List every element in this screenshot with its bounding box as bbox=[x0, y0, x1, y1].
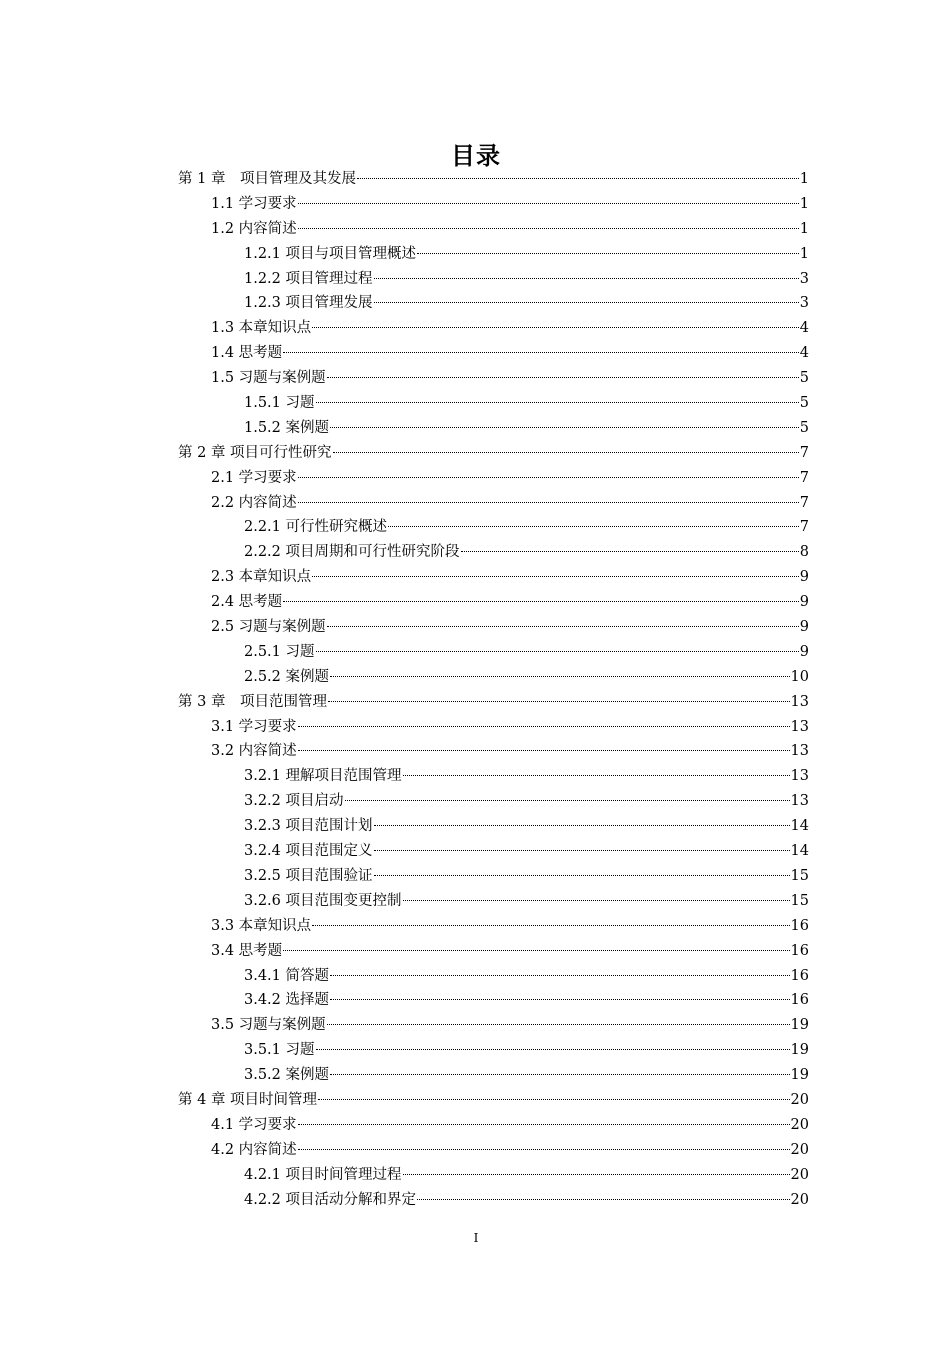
toc-entry[interactable] bbox=[0, 267, 952, 292]
toc-entry-title: 3.3 本章知识点 bbox=[211, 917, 312, 934]
toc-entry[interactable] bbox=[0, 366, 952, 391]
toc-entry-page: 16 bbox=[790, 967, 809, 984]
dot-leader bbox=[330, 975, 790, 976]
toc-entry[interactable] bbox=[0, 939, 952, 964]
dot-leader bbox=[333, 452, 799, 453]
toc-entry-title: 4.1 学习要求 bbox=[211, 1116, 297, 1133]
dot-leader bbox=[312, 327, 799, 328]
toc-entry-title: 3.5.2 案例题 bbox=[244, 1067, 330, 1084]
toc-entry-title: 3.2.4 项目范围定义 bbox=[244, 843, 373, 860]
toc-entry-page: 13 bbox=[790, 718, 809, 735]
toc-entry-title: 2.2.1 可行性研究概述 bbox=[244, 519, 388, 536]
toc-entry-page: 4 bbox=[799, 320, 809, 337]
toc-entry[interactable] bbox=[0, 615, 952, 640]
toc-entry-page: 13 bbox=[790, 743, 809, 760]
dot-leader bbox=[345, 800, 790, 801]
dot-leader bbox=[388, 526, 799, 527]
toc-entry-page: 19 bbox=[790, 1067, 809, 1084]
toc-entry-title: 1.2 内容简述 bbox=[211, 220, 297, 237]
toc-entry-page: 20 bbox=[790, 1166, 809, 1183]
dot-leader bbox=[403, 775, 790, 776]
toc-entry[interactable] bbox=[0, 1138, 952, 1163]
dot-leader bbox=[318, 1099, 789, 1100]
toc-entry-page: 3 bbox=[799, 295, 809, 312]
dot-leader bbox=[417, 1199, 790, 1200]
dot-leader bbox=[298, 726, 790, 727]
toc-entry-title: 1.2.1 项目与项目管理概述 bbox=[244, 245, 417, 262]
toc-entry-page: 10 bbox=[790, 668, 809, 685]
toc-entry[interactable] bbox=[0, 1038, 952, 1063]
toc-entry[interactable] bbox=[0, 441, 952, 466]
toc-entry-page: 20 bbox=[790, 1191, 809, 1208]
table-of-contents bbox=[0, 167, 952, 1212]
toc-entry-title: 3.2.2 项目启动 bbox=[244, 793, 344, 810]
toc-entry[interactable] bbox=[0, 864, 952, 889]
toc-entry-page: 7 bbox=[799, 444, 809, 461]
toc-entry-title: 1.2.2 项目管理过程 bbox=[244, 270, 373, 287]
dot-leader bbox=[298, 1124, 790, 1125]
toc-entry[interactable] bbox=[0, 416, 952, 441]
toc-title: 目录 bbox=[451, 142, 501, 171]
dot-leader bbox=[316, 651, 799, 652]
toc-entry-title: 3.5 习题与案例题 bbox=[211, 1017, 326, 1034]
toc-entry-page: 19 bbox=[790, 1017, 809, 1034]
toc-entry-title: 4.2 内容简述 bbox=[211, 1141, 297, 1158]
toc-entry-title: 1.2.3 项目管理发展 bbox=[244, 295, 373, 312]
dot-leader bbox=[374, 875, 790, 876]
dot-leader bbox=[312, 925, 789, 926]
toc-entry[interactable] bbox=[0, 764, 952, 789]
toc-entry[interactable] bbox=[0, 466, 952, 491]
toc-entry-page: 3 bbox=[799, 270, 809, 287]
toc-entry-title: 3.2 内容简述 bbox=[211, 743, 297, 760]
toc-entry-page: 7 bbox=[799, 519, 809, 536]
toc-entry-title: 3.5.1 习题 bbox=[244, 1042, 315, 1059]
toc-entry-title: 4.2.2 项目活动分解和界定 bbox=[244, 1191, 417, 1208]
toc-entry[interactable] bbox=[0, 914, 952, 939]
dot-leader bbox=[403, 900, 790, 901]
toc-entry[interactable] bbox=[0, 341, 952, 366]
dot-leader bbox=[328, 701, 790, 702]
toc-entry[interactable] bbox=[0, 1113, 952, 1138]
toc-entry-title: 2.5.2 案例题 bbox=[244, 668, 330, 685]
toc-entry-title: 3.2.5 项目范围验证 bbox=[244, 867, 373, 884]
toc-entry[interactable] bbox=[0, 391, 952, 416]
dot-leader bbox=[298, 1149, 790, 1150]
toc-entry-title: 1.3 本章知识点 bbox=[211, 320, 312, 337]
toc-entry[interactable] bbox=[0, 565, 952, 590]
toc-entry-page: 1 bbox=[799, 171, 809, 187]
dot-leader bbox=[403, 1174, 790, 1175]
toc-entry-page: 5 bbox=[799, 370, 809, 387]
toc-entry-title: 1.5 习题与案例题 bbox=[211, 370, 326, 387]
toc-entry-title: 3.2.3 项目范围计划 bbox=[244, 818, 373, 835]
toc-entry[interactable] bbox=[0, 1088, 952, 1113]
toc-entry-title: 3.1 学习要求 bbox=[211, 718, 297, 735]
toc-entry[interactable] bbox=[0, 1063, 952, 1088]
toc-entry-page: 16 bbox=[790, 917, 809, 934]
dot-leader bbox=[316, 1049, 790, 1050]
dot-leader bbox=[330, 999, 790, 1000]
toc-entry-page: 14 bbox=[790, 843, 809, 860]
toc-entry-title: 第 1 章 项目管理及其发展 bbox=[178, 171, 356, 187]
toc-entry[interactable] bbox=[0, 739, 952, 764]
toc-entry[interactable] bbox=[0, 889, 952, 914]
toc-entry[interactable] bbox=[0, 640, 952, 665]
toc-entry-page: 14 bbox=[790, 818, 809, 835]
toc-entry-page: 13 bbox=[790, 768, 809, 785]
dot-leader bbox=[374, 850, 790, 851]
toc-entry-title: 第 3 章 项目范围管理 bbox=[178, 693, 327, 710]
toc-entry-page: 13 bbox=[790, 793, 809, 810]
toc-entry-page: 9 bbox=[799, 594, 809, 611]
dot-leader bbox=[374, 825, 790, 826]
toc-entry-title: 3.4.2 选择题 bbox=[244, 992, 330, 1009]
toc-entry-page: 15 bbox=[790, 892, 809, 909]
dot-leader bbox=[298, 477, 799, 478]
page-number: I bbox=[473, 1231, 479, 1245]
toc-entry-title: 3.2.1 理解项目范围管理 bbox=[244, 768, 402, 785]
toc-entry-page: 20 bbox=[790, 1116, 809, 1133]
toc-entry-page: 20 bbox=[790, 1091, 809, 1108]
toc-entry[interactable] bbox=[0, 590, 952, 615]
toc-entry-page: 7 bbox=[799, 469, 809, 486]
toc-entry-title: 2.2 内容简述 bbox=[211, 494, 297, 511]
toc-entry-title: 2.1 学习要求 bbox=[211, 469, 297, 486]
toc-entry[interactable] bbox=[0, 789, 952, 814]
dot-leader bbox=[330, 1074, 790, 1075]
toc-entry-page: 5 bbox=[799, 419, 809, 436]
toc-entry[interactable] bbox=[0, 491, 952, 516]
dot-leader bbox=[283, 601, 799, 602]
toc-entry[interactable] bbox=[0, 715, 952, 740]
dot-leader bbox=[374, 278, 799, 279]
toc-entry-title: 1.5.1 习题 bbox=[244, 395, 315, 412]
toc-entry-page: 8 bbox=[799, 544, 809, 561]
toc-entry-title: 第 4 章 项目时间管理 bbox=[178, 1091, 318, 1108]
toc-entry-title: 2.2.2 项目周期和可行性研究阶段 bbox=[244, 544, 460, 561]
dot-leader bbox=[327, 626, 799, 627]
dot-leader bbox=[283, 352, 799, 353]
toc-entry[interactable] bbox=[0, 814, 952, 839]
dot-leader bbox=[298, 228, 799, 229]
toc-entry[interactable] bbox=[0, 964, 952, 989]
toc-entry-title: 3.4.1 简答题 bbox=[244, 967, 330, 984]
toc-entry-title: 3.4 思考题 bbox=[211, 942, 283, 959]
dot-leader bbox=[330, 676, 790, 677]
dot-leader bbox=[298, 750, 790, 751]
toc-entry[interactable] bbox=[0, 665, 952, 690]
toc-entry-page: 1 bbox=[799, 220, 809, 237]
toc-entry-title: 第 2 章 项目可行性研究 bbox=[178, 444, 332, 461]
toc-entry[interactable] bbox=[0, 1163, 952, 1188]
toc-entry-page: 9 bbox=[799, 619, 809, 636]
toc-entry-title: 2.5 习题与案例题 bbox=[211, 619, 326, 636]
toc-entry-title: 2.3 本章知识点 bbox=[211, 569, 312, 586]
toc-entry-page: 16 bbox=[790, 942, 809, 959]
toc-entry[interactable] bbox=[0, 1013, 952, 1038]
toc-entry[interactable] bbox=[0, 217, 952, 242]
toc-entry-page: 1 bbox=[799, 195, 809, 212]
toc-entry[interactable] bbox=[0, 839, 952, 864]
toc-entry-page: 20 bbox=[790, 1141, 809, 1158]
dot-leader bbox=[357, 178, 799, 179]
toc-entry[interactable] bbox=[0, 515, 952, 540]
toc-entry[interactable] bbox=[0, 291, 952, 316]
dot-leader bbox=[312, 576, 799, 577]
toc-entry[interactable] bbox=[0, 540, 952, 565]
toc-entry[interactable] bbox=[0, 316, 952, 341]
toc-entry[interactable] bbox=[0, 690, 952, 715]
dot-leader bbox=[327, 1024, 790, 1025]
toc-entry-title: 2.4 思考题 bbox=[211, 594, 283, 611]
toc-entry-title: 1.1 学习要求 bbox=[211, 195, 297, 212]
dot-leader bbox=[374, 302, 799, 303]
toc-entry-page: 7 bbox=[799, 494, 809, 511]
dot-leader bbox=[298, 203, 799, 204]
dot-leader bbox=[298, 502, 799, 503]
toc-entry-title: 1.5.2 案例题 bbox=[244, 419, 330, 436]
dot-leader bbox=[417, 253, 799, 254]
toc-entry-title: 1.4 思考题 bbox=[211, 345, 283, 362]
toc-entry-page: 19 bbox=[790, 1042, 809, 1059]
toc-entry[interactable] bbox=[0, 1188, 952, 1213]
toc-entry-page: 9 bbox=[799, 569, 809, 586]
toc-entry-page: 13 bbox=[790, 693, 809, 710]
toc-entry[interactable] bbox=[0, 167, 952, 192]
toc-entry-title: 4.2.1 项目时间管理过程 bbox=[244, 1166, 402, 1183]
dot-leader bbox=[330, 427, 799, 428]
toc-entry[interactable] bbox=[0, 988, 952, 1013]
toc-entry-page: 5 bbox=[799, 395, 809, 412]
toc-entry-page: 16 bbox=[790, 992, 809, 1009]
toc-entry[interactable] bbox=[0, 242, 952, 267]
dot-leader bbox=[327, 377, 799, 378]
toc-entry-page: 1 bbox=[799, 245, 809, 262]
toc-entry-page: 9 bbox=[799, 643, 809, 660]
toc-entry-title: 3.2.6 项目范围变更控制 bbox=[244, 892, 402, 909]
toc-entry[interactable] bbox=[0, 192, 952, 217]
dot-leader bbox=[461, 551, 799, 552]
dot-leader bbox=[316, 402, 799, 403]
toc-entry-page: 15 bbox=[790, 867, 809, 884]
toc-entry-page: 4 bbox=[799, 345, 809, 362]
toc-entry-title: 2.5.1 习题 bbox=[244, 643, 315, 660]
dot-leader bbox=[283, 950, 789, 951]
